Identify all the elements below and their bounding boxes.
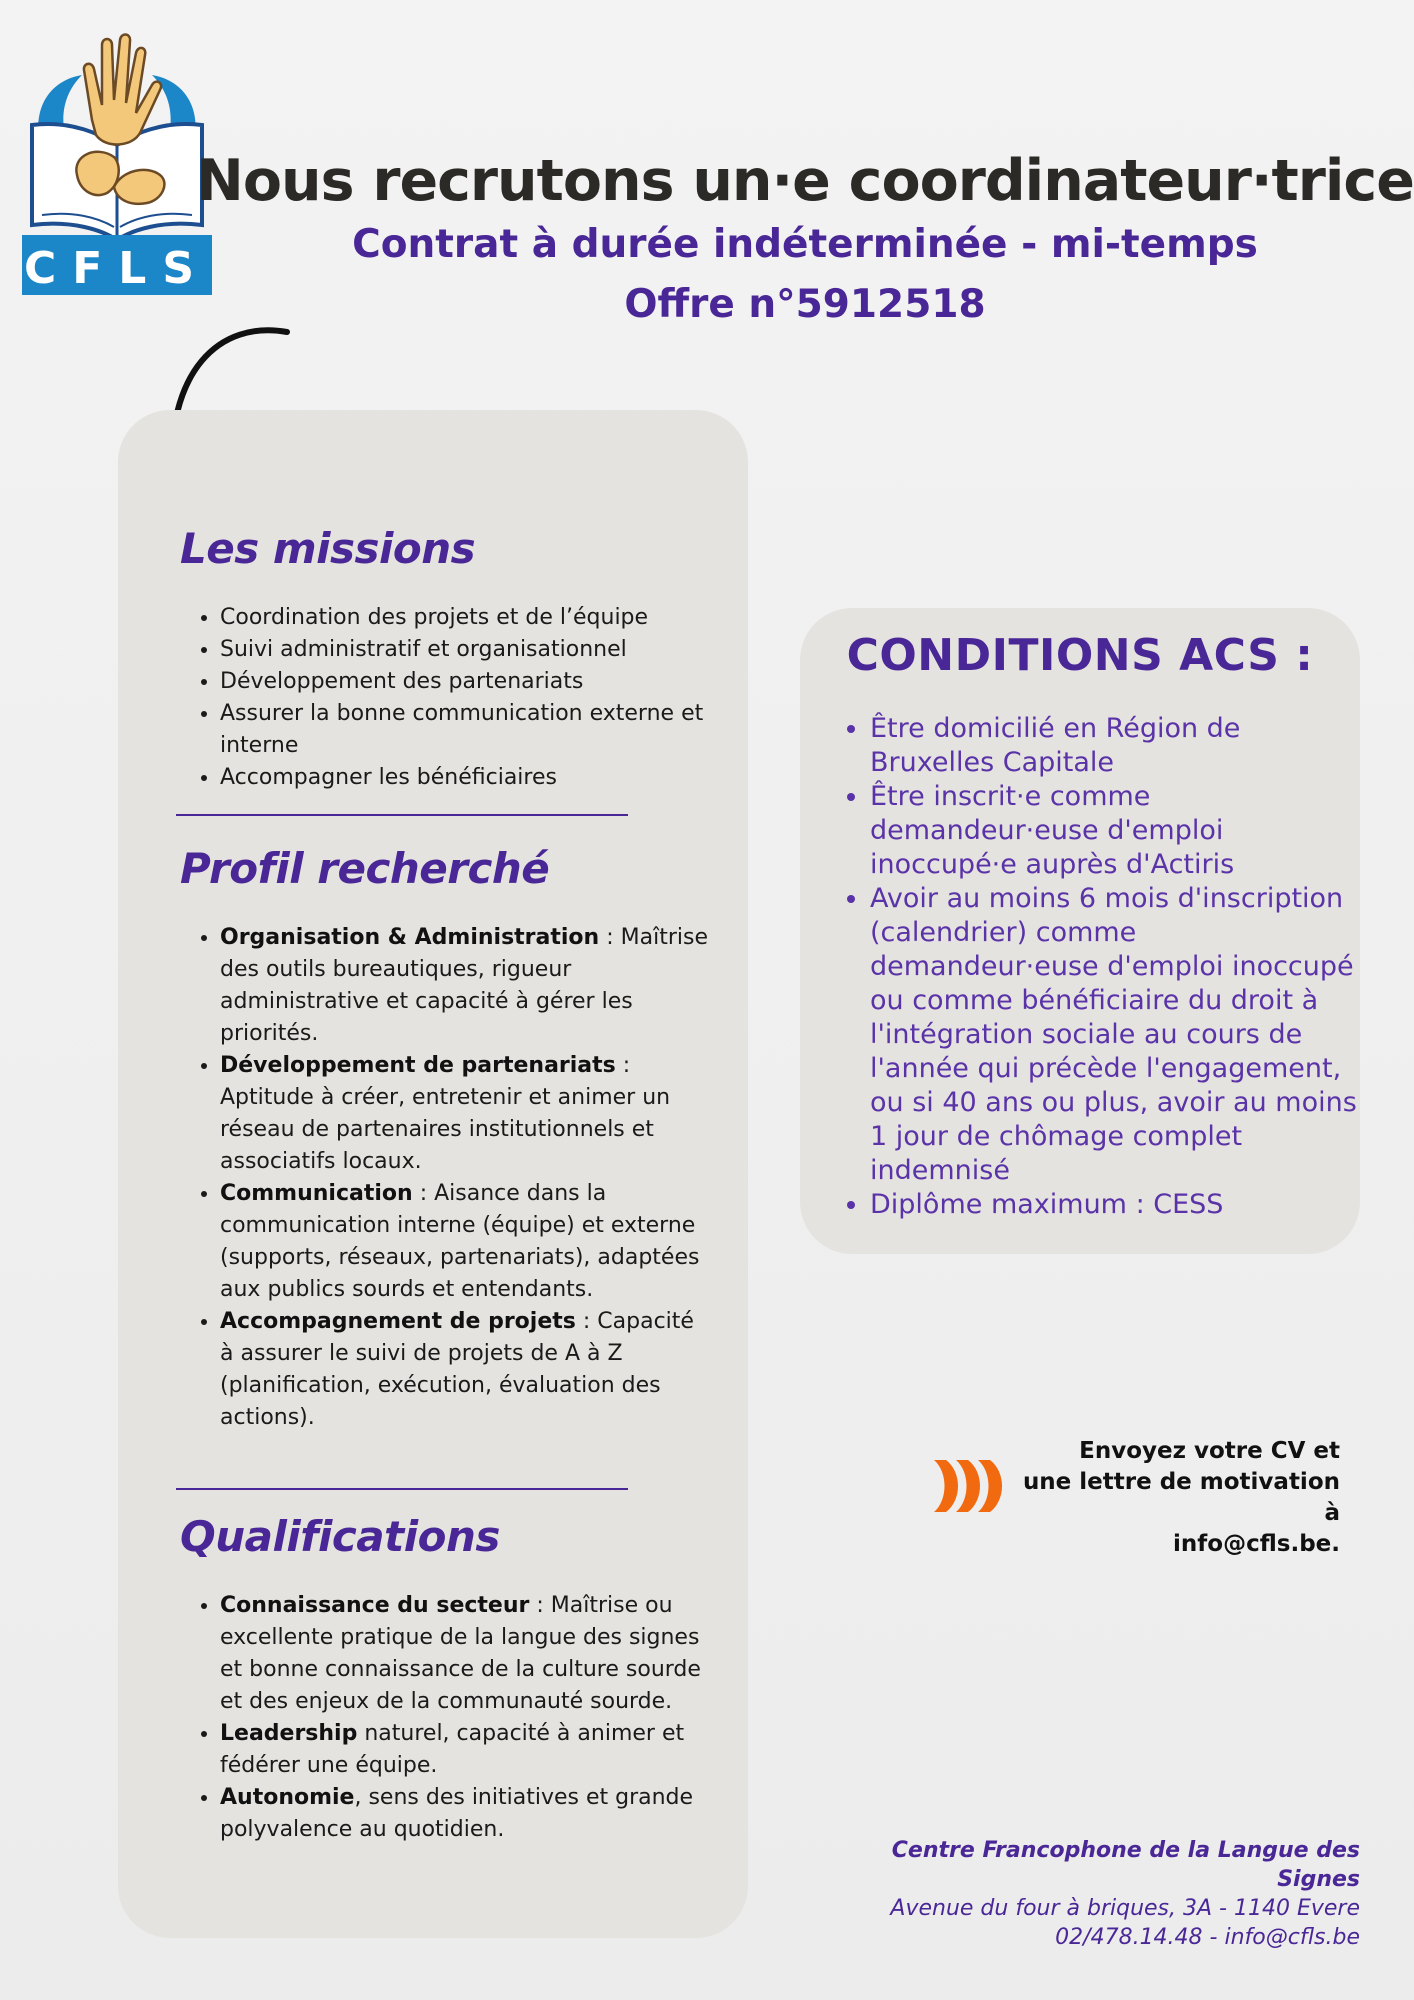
address: Avenue du four à briques, 3A - 1140 Evere — [890, 1896, 1360, 1921]
cfls-logo — [22, 25, 212, 295]
footer-contact — [880, 1836, 1360, 1952]
profil-title: Profil recherché — [180, 844, 550, 893]
list-item: • Leadership naturel, capacité à animer et fédérer une équipe. — [220, 1718, 710, 1782]
list-item: • Autonomie, sens des initiatives et grande polyvalence au quotidien. — [220, 1782, 710, 1846]
phone-email[interactable]: 02/478.14.48 - info@cfls.be — [1055, 1925, 1360, 1950]
list-item: • Avoir au moins 6 mois d'inscription (calendrier) comme demandeur·euse d'emploi inoccupé ou comme bénéficiaire du droit à l'intégration sociale au cours de l'année qui précède l'engagement, ou si 40 ans ou plus, avoir au moins 1 jour de chômage complet indemnisé — [870, 882, 1370, 1188]
list-item: • Organisation & Administration : Maîtrise des outils bureautiques, rigueur administrative et capacité à gérer les priorités. — [220, 922, 710, 1050]
list-item: • Connaissance du secteur : Maîtrise ou excellente pratique de la langue des signes et bonne connaissance de la culture sourde et des enjeux de la communauté sourde. — [220, 1590, 710, 1718]
triple-chevron-right-icon — [932, 1458, 1006, 1514]
profil-list — [172, 922, 710, 1434]
contact-email[interactable]: info@cfls.be. — [1173, 1531, 1340, 1557]
list-item: • Développement de partenariats : Aptitude à créer, entretenir et animer un réseau de partenaires institutionnels et associatifs locaux. — [220, 1050, 710, 1178]
list-item: • Accompagner les bénéficiaires — [220, 762, 710, 794]
list-item: • Développement des partenariats — [220, 666, 710, 698]
application-instructions: Envoyez votre CV et une lettre de motivation à info@cfls.be. — [1022, 1438, 1340, 1557]
list-item: • Être domicilié en Région de Bruxelles Capitale — [870, 712, 1370, 780]
list-item: • Assurer la bonne communication externe et interne — [220, 698, 710, 762]
qualifications-title: Qualifications — [180, 1512, 500, 1561]
logo-text: CFLS — [23, 243, 211, 294]
conditions-title: CONDITIONS ACS : — [846, 630, 1314, 681]
list-item: • Communication : Aisance dans la communication interne (équipe) et externe (supports, réseaux, partenariats), adaptées aux publics sourds et entendants. — [220, 1178, 710, 1306]
offer-number: Offre n°5912518 — [624, 282, 986, 327]
section-divider — [176, 1488, 628, 1490]
page-title: Nous recrutons un·e coordinateur·trice — [196, 148, 1414, 214]
list-item: • Accompagnement de projets : Capacité à assurer le suivi de projets de A à Z (planification, exécution, évaluation des actions). — [220, 1306, 710, 1434]
missions-list — [172, 602, 710, 794]
list-item: • Diplôme maximum : CESS — [870, 1188, 1370, 1222]
organization-name: Centre Francophone de la Langue des Signes — [891, 1838, 1360, 1892]
section-divider — [176, 814, 628, 816]
list-item: • Suivi administratif et organisationnel — [220, 634, 710, 666]
contract-subtitle: Contrat à durée indéterminée - mi-temps — [352, 222, 1258, 267]
qualifications-list — [172, 1590, 710, 1846]
missions-title: Les missions — [180, 524, 476, 573]
list-item: • Être inscrit·e comme demandeur·euse d'emploi inoccupé·e auprès d'Actiris — [870, 780, 1370, 882]
list-item: • Coordination des projets et de l’équipe — [220, 602, 710, 634]
conditions-list — [836, 712, 1370, 1222]
